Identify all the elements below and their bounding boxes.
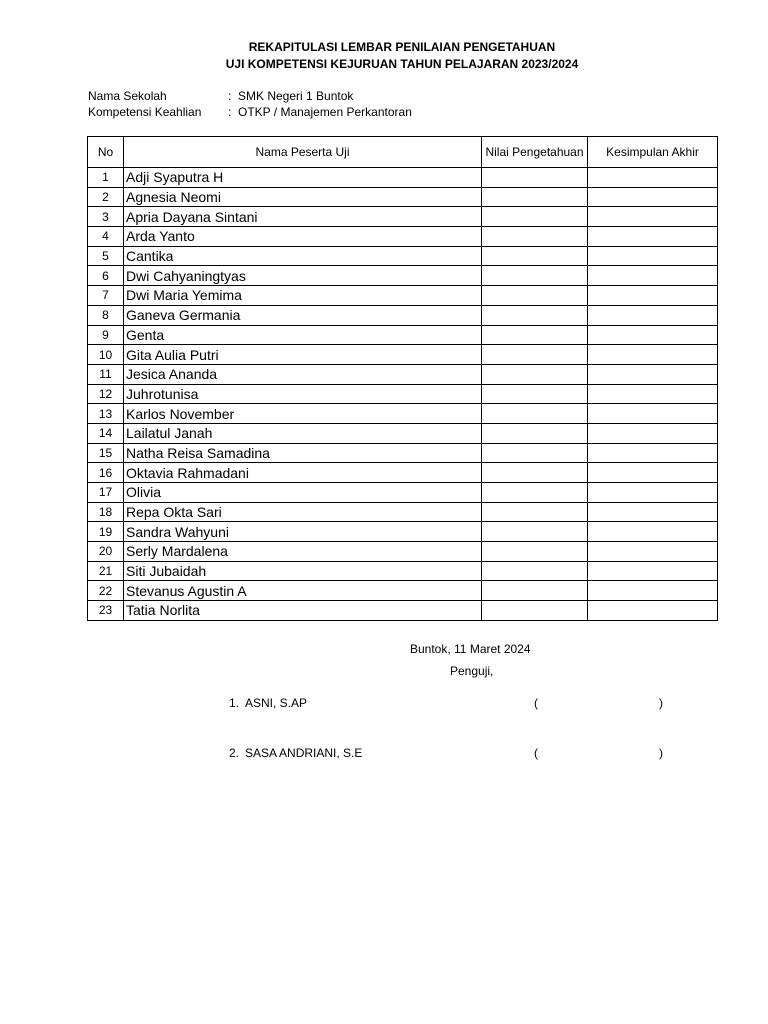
table-row bbox=[88, 581, 718, 601]
score-cell bbox=[482, 286, 588, 306]
conclusion-cell bbox=[588, 187, 718, 207]
score-cell bbox=[482, 384, 588, 404]
examiner-number: 1. bbox=[229, 696, 240, 710]
conclusion-cell bbox=[588, 345, 718, 365]
participant-name-cell: Olivia bbox=[124, 483, 482, 503]
table-row bbox=[88, 345, 718, 365]
column-header-conclusion: Kesimpulan Akhir bbox=[588, 137, 718, 168]
table-row bbox=[88, 305, 718, 325]
score-cell bbox=[482, 404, 588, 424]
row-number-cell: 21 bbox=[88, 561, 124, 581]
score-cell bbox=[482, 266, 588, 286]
score-cell bbox=[482, 542, 588, 562]
signature-close-paren: ) bbox=[659, 696, 663, 710]
table-row bbox=[88, 266, 718, 286]
score-cell bbox=[482, 364, 588, 384]
score-cell bbox=[482, 463, 588, 483]
competency-separator: : bbox=[228, 105, 232, 119]
table-row bbox=[88, 404, 718, 424]
row-number-cell: 18 bbox=[88, 502, 124, 522]
conclusion-cell bbox=[588, 227, 718, 247]
row-number-cell: 6 bbox=[88, 266, 124, 286]
examiner-signature-row bbox=[229, 745, 689, 761]
participant-name-cell: Sandra Wahyuni bbox=[124, 522, 482, 542]
participant-name-cell: Lailatul Janah bbox=[124, 423, 482, 443]
conclusion-cell bbox=[588, 561, 718, 581]
score-cell bbox=[482, 483, 588, 503]
examiner-label: Penguji, bbox=[450, 664, 494, 678]
school-label: Nama Sekolah bbox=[88, 89, 167, 103]
table-row bbox=[88, 561, 718, 581]
table-row bbox=[88, 246, 718, 266]
participant-name-cell: Karlos November bbox=[124, 404, 482, 424]
row-number-cell: 22 bbox=[88, 581, 124, 601]
table-row bbox=[88, 601, 718, 621]
conclusion-cell bbox=[588, 325, 718, 345]
row-number-cell: 11 bbox=[88, 364, 124, 384]
participant-name-cell: Ganeva Germania bbox=[124, 305, 482, 325]
row-number-cell: 20 bbox=[88, 542, 124, 562]
conclusion-cell bbox=[588, 502, 718, 522]
table-row bbox=[88, 227, 718, 247]
table-row bbox=[88, 443, 718, 463]
row-number-cell: 23 bbox=[88, 601, 124, 621]
score-cell bbox=[482, 207, 588, 227]
examiner-number: 2. bbox=[229, 746, 240, 760]
score-cell bbox=[482, 601, 588, 621]
table-row bbox=[88, 364, 718, 384]
participant-name-cell: Dwi Cahyaningtyas bbox=[124, 266, 482, 286]
row-number-cell: 4 bbox=[88, 227, 124, 247]
conclusion-cell bbox=[588, 384, 718, 404]
participant-name-cell: Dwi Maria Yemima bbox=[124, 286, 482, 306]
conclusion-cell bbox=[588, 423, 718, 443]
row-number-cell: 15 bbox=[88, 443, 124, 463]
table-row bbox=[88, 522, 718, 542]
participant-name-cell: Apria Dayana Sintani bbox=[124, 207, 482, 227]
column-header-name: Nama Peserta Uji bbox=[124, 137, 482, 168]
score-cell bbox=[482, 325, 588, 345]
table-row bbox=[88, 502, 718, 522]
row-number-cell: 13 bbox=[88, 404, 124, 424]
conclusion-cell bbox=[588, 463, 718, 483]
table-row bbox=[88, 325, 718, 345]
participant-name-cell: Agnesia Neomi bbox=[124, 187, 482, 207]
signature-open-paren: ( bbox=[534, 746, 538, 760]
table-row bbox=[88, 384, 718, 404]
competency-label: Kompetensi Keahlian bbox=[88, 105, 202, 119]
school-separator: : bbox=[228, 89, 232, 103]
row-number-cell: 2 bbox=[88, 187, 124, 207]
row-number-cell: 5 bbox=[88, 246, 124, 266]
table-header-row bbox=[88, 137, 718, 168]
row-number-cell: 17 bbox=[88, 483, 124, 503]
table-row bbox=[88, 207, 718, 227]
row-number-cell: 7 bbox=[88, 286, 124, 306]
row-number-cell: 3 bbox=[88, 207, 124, 227]
competency-value: OTKP / Manajemen Perkantoran bbox=[238, 105, 412, 119]
row-number-cell: 16 bbox=[88, 463, 124, 483]
row-number-cell: 8 bbox=[88, 305, 124, 325]
conclusion-cell bbox=[588, 522, 718, 542]
table-row bbox=[88, 168, 718, 188]
examiner-name: SASA ANDRIANI, S.E bbox=[245, 746, 363, 760]
assessment-table bbox=[87, 136, 718, 621]
conclusion-cell bbox=[588, 404, 718, 424]
participant-name-cell: Genta bbox=[124, 325, 482, 345]
table-row bbox=[88, 286, 718, 306]
conclusion-cell bbox=[588, 286, 718, 306]
conclusion-cell bbox=[588, 581, 718, 601]
row-number-cell: 1 bbox=[88, 168, 124, 188]
conclusion-cell bbox=[588, 305, 718, 325]
score-cell bbox=[482, 227, 588, 247]
conclusion-cell bbox=[588, 483, 718, 503]
table-row bbox=[88, 423, 718, 443]
column-header-score: Nilai Pengetahuan bbox=[482, 137, 588, 168]
conclusion-cell bbox=[588, 266, 718, 286]
score-cell bbox=[482, 345, 588, 365]
conclusion-cell bbox=[588, 601, 718, 621]
table-row bbox=[88, 542, 718, 562]
conclusion-cell bbox=[588, 246, 718, 266]
school-info-row bbox=[88, 88, 353, 104]
participant-name-cell: Stevanus Agustin A bbox=[124, 581, 482, 601]
table-body bbox=[88, 168, 718, 621]
participant-name-cell: Serly Mardalena bbox=[124, 542, 482, 562]
row-number-cell: 14 bbox=[88, 423, 124, 443]
conclusion-cell bbox=[588, 542, 718, 562]
participant-name-cell: Jesica Ananda bbox=[124, 364, 482, 384]
score-cell bbox=[482, 246, 588, 266]
column-header-no: No bbox=[88, 137, 124, 168]
participant-name-cell: Tatia Norlita bbox=[124, 601, 482, 621]
place-date: Buntok, 11 Maret 2024 bbox=[410, 642, 531, 656]
score-cell bbox=[482, 423, 588, 443]
score-cell bbox=[482, 305, 588, 325]
participant-name-cell: Repa Okta Sari bbox=[124, 502, 482, 522]
score-cell bbox=[482, 168, 588, 188]
score-cell bbox=[482, 187, 588, 207]
participant-name-cell: Oktavia Rahmadani bbox=[124, 463, 482, 483]
competency-info-row bbox=[88, 104, 412, 120]
score-cell bbox=[482, 561, 588, 581]
document-title-line-1: REKAPITULASI LEMBAR PENILAIAN PENGETAHUAN bbox=[248, 40, 556, 54]
participant-name-cell: Cantika bbox=[124, 246, 482, 266]
row-number-cell: 19 bbox=[88, 522, 124, 542]
examiner-name: ASNI, S.AP bbox=[245, 696, 308, 710]
score-cell bbox=[482, 581, 588, 601]
participant-name-cell: Gita Aulia Putri bbox=[124, 345, 482, 365]
score-cell bbox=[482, 443, 588, 463]
table-row bbox=[88, 463, 718, 483]
row-number-cell: 12 bbox=[88, 384, 124, 404]
signature-close-paren: ) bbox=[659, 746, 663, 760]
table-row bbox=[88, 187, 718, 207]
row-number-cell: 10 bbox=[88, 345, 124, 365]
score-cell bbox=[482, 502, 588, 522]
conclusion-cell bbox=[588, 207, 718, 227]
conclusion-cell bbox=[588, 364, 718, 384]
school-value: SMK Negeri 1 Buntok bbox=[238, 89, 354, 103]
score-cell bbox=[482, 522, 588, 542]
participant-name-cell: Siti Jubaidah bbox=[124, 561, 482, 581]
participant-name-cell: Juhrotunisa bbox=[124, 384, 482, 404]
participant-name-cell: Adji Syaputra H bbox=[124, 168, 482, 188]
document-title-line-2: UJI KOMPETENSI KEJURUAN TAHUN PELAJARAN 2023/2024 bbox=[225, 57, 579, 71]
signature-open-paren: ( bbox=[534, 696, 538, 710]
row-number-cell: 9 bbox=[88, 325, 124, 345]
conclusion-cell bbox=[588, 168, 718, 188]
table-row bbox=[88, 483, 718, 503]
participant-name-cell: Natha Reisa Samadina bbox=[124, 443, 482, 463]
examiner-signature-row bbox=[229, 695, 689, 711]
participant-name-cell: Arda Yanto bbox=[124, 227, 482, 247]
conclusion-cell bbox=[588, 443, 718, 463]
